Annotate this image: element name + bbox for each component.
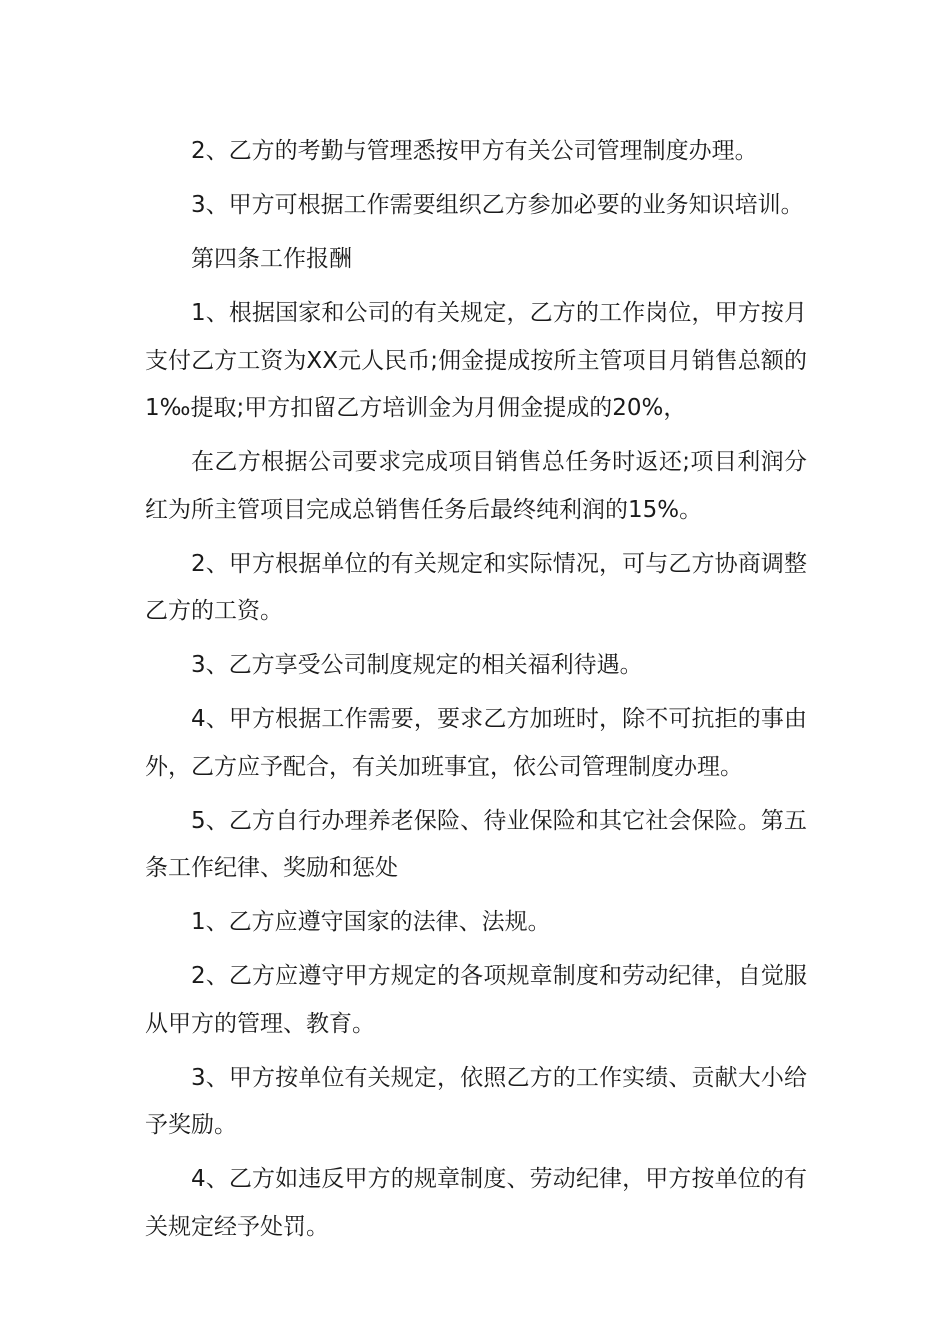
paragraph-salary: 1、根据国家和公司的有关规定，乙方的工作岗位，甲方按月支付乙方工资为XX元人民币;佣金提成按所主管项目月销售总额的1‰提取;甲方扣留乙方培训金为月佣金提成的20%，: [145, 300, 807, 421]
document-body: [145, 128, 807, 1258]
paragraph-training: 3、甲方可根据工作需要组织乙方参加必要的业务知识培训。: [191, 192, 804, 218]
paragraph-bonus: 在乙方根据公司要求完成项目销售总任务时返还;项目利润分红为所主管项目完成总销售任务后最终纯利润的15%。: [145, 449, 807, 523]
paragraph-rewards: 3、甲方按单位有关规定，依照乙方的工作实绩、贡献大小给予奖励。: [145, 1064, 807, 1138]
paragraph-overtime: 4、甲方根据工作需要，要求乙方加班时，除不可抗拒的事由外，乙方应予配合，有关加班事宜，依公司管理制度办理。: [145, 706, 807, 780]
paragraph-benefits: 3、乙方享受公司制度规定的相关福利待遇。: [191, 652, 643, 678]
paragraph-insurance: 5、乙方自行办理养老保险、待业保险和其它社会保险。第五条工作纪律、奖励和惩处: [145, 807, 807, 881]
section-heading-remuneration: 第四条工作报酬: [191, 246, 352, 272]
paragraph-penalties: 4、乙方如违反甲方的规章制度、劳动纪律，甲方按单位的有关规定经予处罚。: [145, 1166, 807, 1240]
paragraph-laws: 1、乙方应遵守国家的法律、法规。: [191, 909, 551, 935]
paragraph-rules: 2、乙方应遵守甲方规定的各项规章制度和劳动纪律，自觉服从甲方的管理、教育。: [145, 963, 807, 1037]
paragraph-attendance: 2、乙方的考勤与管理悉按甲方有关公司管理制度办理。: [191, 138, 758, 164]
paragraph-salary-adjustment: 2、甲方根据单位的有关规定和实际情况，可与乙方协商调整乙方的工资。: [145, 550, 807, 624]
